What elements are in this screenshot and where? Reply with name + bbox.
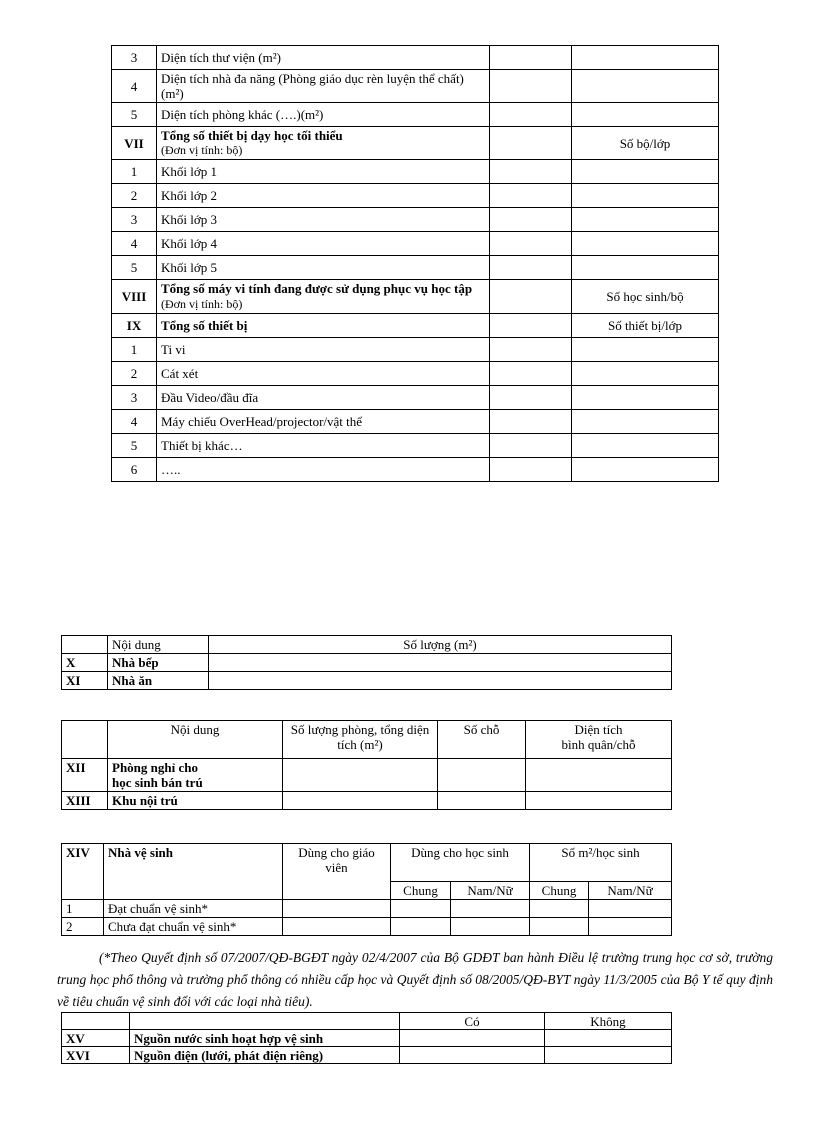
kitchen-table: [61, 635, 672, 690]
table-row: [112, 410, 719, 434]
value-cell: [526, 759, 672, 792]
row-content: Khu nội trú: [108, 792, 283, 810]
row-number: 5: [112, 256, 157, 280]
header-rooms: Số lượng phòng, tổng diện tích (m²): [283, 721, 438, 759]
row-content: Nhà ăn: [108, 672, 209, 690]
unit-cell: [572, 338, 719, 362]
unit-cell: Số học sinh/bộ: [572, 280, 719, 314]
table-header-row: [62, 1013, 672, 1030]
row-content: Khối lớp 2: [157, 184, 490, 208]
row-subtitle: (Đơn vị tính: bộ): [161, 143, 243, 157]
value-cell: [490, 256, 572, 280]
header-no: Không: [545, 1013, 672, 1030]
value-cell: [490, 208, 572, 232]
table-row: [62, 1047, 672, 1064]
unit-cell: [572, 434, 719, 458]
unit-cell: Số bộ/lớp: [572, 127, 719, 160]
table-row: [112, 232, 719, 256]
section-number: XIV: [62, 844, 104, 900]
header-shared: Chung: [530, 882, 589, 900]
section-title: Nhà vệ sinh: [104, 844, 283, 900]
row-number: XVI: [62, 1047, 130, 1064]
value-cell: [400, 1047, 545, 1064]
table-row: [112, 458, 719, 482]
row-number: XIII: [62, 792, 108, 810]
header-shared: Chung: [391, 882, 451, 900]
value-cell: [490, 46, 572, 70]
table-row: [112, 70, 719, 103]
header-blank: [130, 1013, 400, 1030]
value-cell: [490, 458, 572, 482]
value-cell: [283, 918, 391, 936]
header-per-student: Số m²/học sinh: [530, 844, 672, 882]
header-content: Nội dung: [108, 721, 283, 759]
table-row: [62, 900, 672, 918]
table-header-row: [62, 844, 672, 882]
row-number: VIII: [112, 280, 157, 314]
row-number: XI: [62, 672, 108, 690]
row-number: 3: [112, 208, 157, 232]
header-area-line2: bình quân/chỗ: [561, 737, 636, 752]
header-content: Nội dung: [108, 636, 209, 654]
value-cell: [283, 900, 391, 918]
table-header-row: [62, 721, 672, 759]
footnote: [57, 947, 773, 1013]
value-cell: [490, 338, 572, 362]
table-row: [112, 103, 719, 127]
table-header-row: [62, 636, 672, 654]
value-cell: [589, 900, 672, 918]
row-content: Khối lớp 3: [157, 208, 490, 232]
value-cell: [490, 127, 572, 160]
row-content: Thiết bị khác…: [157, 434, 490, 458]
value-cell: [490, 184, 572, 208]
header-blank: [62, 1013, 130, 1030]
row-content: Nguồn nước sinh hoạt hợp vệ sinh: [130, 1030, 400, 1047]
row-content: Tổng số thiết bị: [157, 314, 490, 338]
toilet-table: [61, 843, 672, 936]
boarding-table: [61, 720, 672, 810]
row-content: [157, 127, 490, 160]
row-content: Diện tích thư viện (m²): [157, 46, 490, 70]
row-number: XII: [62, 759, 108, 792]
row-content: Cát xét: [157, 362, 490, 386]
header-blank: [62, 636, 108, 654]
unit-cell: [572, 70, 719, 103]
row-content: Chưa đạt chuẩn vệ sinh*: [104, 918, 283, 936]
table-row: [112, 434, 719, 458]
row-title: Tổng số máy vi tính đang được sử dụng phục vụ học tập: [161, 281, 473, 296]
row-subtitle: (Đơn vị tính: bộ): [161, 297, 243, 311]
row-number: IX: [112, 314, 157, 338]
header-teachers: Dùng cho giáo viên: [283, 844, 391, 900]
value-cell: [545, 1030, 672, 1047]
row-number: 1: [62, 900, 104, 918]
value-cell: [209, 672, 672, 690]
value-cell: [526, 792, 672, 810]
row-title: Tổng số thiết bị dạy học tối thiểu: [161, 128, 343, 143]
unit-cell: [572, 160, 719, 184]
row-number: 4: [112, 232, 157, 256]
value-cell: [545, 1047, 672, 1064]
equipment-table: [111, 45, 719, 482]
unit-cell: [572, 410, 719, 434]
row-content: Đạt chuẩn vệ sinh*: [104, 900, 283, 918]
unit-cell: [572, 256, 719, 280]
table-row: [62, 918, 672, 936]
value-cell: [490, 103, 572, 127]
value-cell: [530, 900, 589, 918]
unit-cell: [572, 46, 719, 70]
row-number: 3: [112, 46, 157, 70]
value-cell: [490, 70, 572, 103]
row-content: Nguồn điện (lưới, phát điện riêng): [130, 1047, 400, 1064]
table-row: [112, 280, 719, 314]
table-row: [62, 759, 672, 792]
value-cell: [283, 792, 438, 810]
table-row: [62, 792, 672, 810]
row-number: VII: [112, 127, 157, 160]
table-row: [112, 256, 719, 280]
footnote-text: (*Theo Quyết định số 07/2007/QĐ-BGĐT ngày 02/4/2007 của Bộ GDĐT ban hành Điều lệ trường trung học cơ sở, trường trung học phổ thông và trường phổ thông có nhiều cấp học và Quyết định số 08/2005/QĐ-BYT ngày 11/3/2005 của Bộ Y tế quy định về tiêu chuẩn vệ sinh đối với các loại nhà tiêu).: [57, 950, 773, 1009]
value-cell: [490, 434, 572, 458]
table-row: [62, 672, 672, 690]
table-row: [112, 46, 719, 70]
row-content: Máy chiếu OverHead/projector/vật thể: [157, 410, 490, 434]
header-gender: Nam/Nữ: [451, 882, 530, 900]
unit-cell: [572, 232, 719, 256]
row-number: 5: [112, 103, 157, 127]
table-row: [112, 127, 719, 160]
value-cell: [283, 759, 438, 792]
value-cell: [438, 759, 526, 792]
table-row: [112, 362, 719, 386]
row-number: 2: [62, 918, 104, 936]
value-cell: [400, 1030, 545, 1047]
row-number: 4: [112, 410, 157, 434]
row-number: X: [62, 654, 108, 672]
table-row: [112, 386, 719, 410]
table-row: [112, 314, 719, 338]
table-row: [112, 338, 719, 362]
value-cell: [490, 362, 572, 386]
row-content-line1: Phòng nghỉ cho: [112, 760, 198, 775]
table-row: [112, 160, 719, 184]
value-cell: [490, 280, 572, 314]
value-cell: [451, 900, 530, 918]
value-cell: [530, 918, 589, 936]
row-content: [157, 280, 490, 314]
value-cell: [391, 918, 451, 936]
row-content-line2: học sinh bán trú: [112, 775, 203, 790]
value-cell: [589, 918, 672, 936]
row-content: Khối lớp 4: [157, 232, 490, 256]
row-content: Ti vi: [157, 338, 490, 362]
header-blank: [62, 721, 108, 759]
value-cell: [391, 900, 451, 918]
row-number: 1: [112, 338, 157, 362]
header-students: Dùng cho học sinh: [391, 844, 530, 882]
unit-cell: [572, 458, 719, 482]
row-number: 4: [112, 70, 157, 103]
row-content: Đầu Video/đầu đĩa: [157, 386, 490, 410]
value-cell: [490, 386, 572, 410]
value-cell: [209, 654, 672, 672]
table-row: [62, 654, 672, 672]
table-row: [62, 1030, 672, 1047]
value-cell: [438, 792, 526, 810]
header-gender: Nam/Nữ: [589, 882, 672, 900]
value-cell: [490, 410, 572, 434]
row-content: Diện tích phòng khác (….)(m²): [157, 103, 490, 127]
row-number: XV: [62, 1030, 130, 1047]
unit-cell: [572, 184, 719, 208]
unit-cell: Số thiết bị/lớp: [572, 314, 719, 338]
unit-cell: [572, 103, 719, 127]
row-number: 5: [112, 434, 157, 458]
row-number: 2: [112, 362, 157, 386]
row-content: Khối lớp 5: [157, 256, 490, 280]
header-area-line1: Diện tích: [574, 722, 623, 737]
unit-cell: [572, 386, 719, 410]
table-row: [112, 184, 719, 208]
row-content: Nhà bếp: [108, 654, 209, 672]
unit-cell: [572, 208, 719, 232]
value-cell: [490, 314, 572, 338]
header-area: [526, 721, 672, 759]
row-number: 1: [112, 160, 157, 184]
header-seats: Số chỗ: [438, 721, 526, 759]
row-content: …..: [157, 458, 490, 482]
value-cell: [490, 160, 572, 184]
utilities-table: [61, 1012, 672, 1064]
unit-cell: [572, 362, 719, 386]
value-cell: [490, 232, 572, 256]
header-quantity: Số lượng (m²): [209, 636, 672, 654]
header-yes: Có: [400, 1013, 545, 1030]
row-number: 6: [112, 458, 157, 482]
row-number: 2: [112, 184, 157, 208]
value-cell: [451, 918, 530, 936]
row-content: Diện tích nhà đa năng (Phòng giáo dục rèn luyện thể chất) (m²): [157, 70, 490, 103]
table-row: [112, 208, 719, 232]
row-number: 3: [112, 386, 157, 410]
row-content: [108, 759, 283, 792]
row-content: Khối lớp 1: [157, 160, 490, 184]
